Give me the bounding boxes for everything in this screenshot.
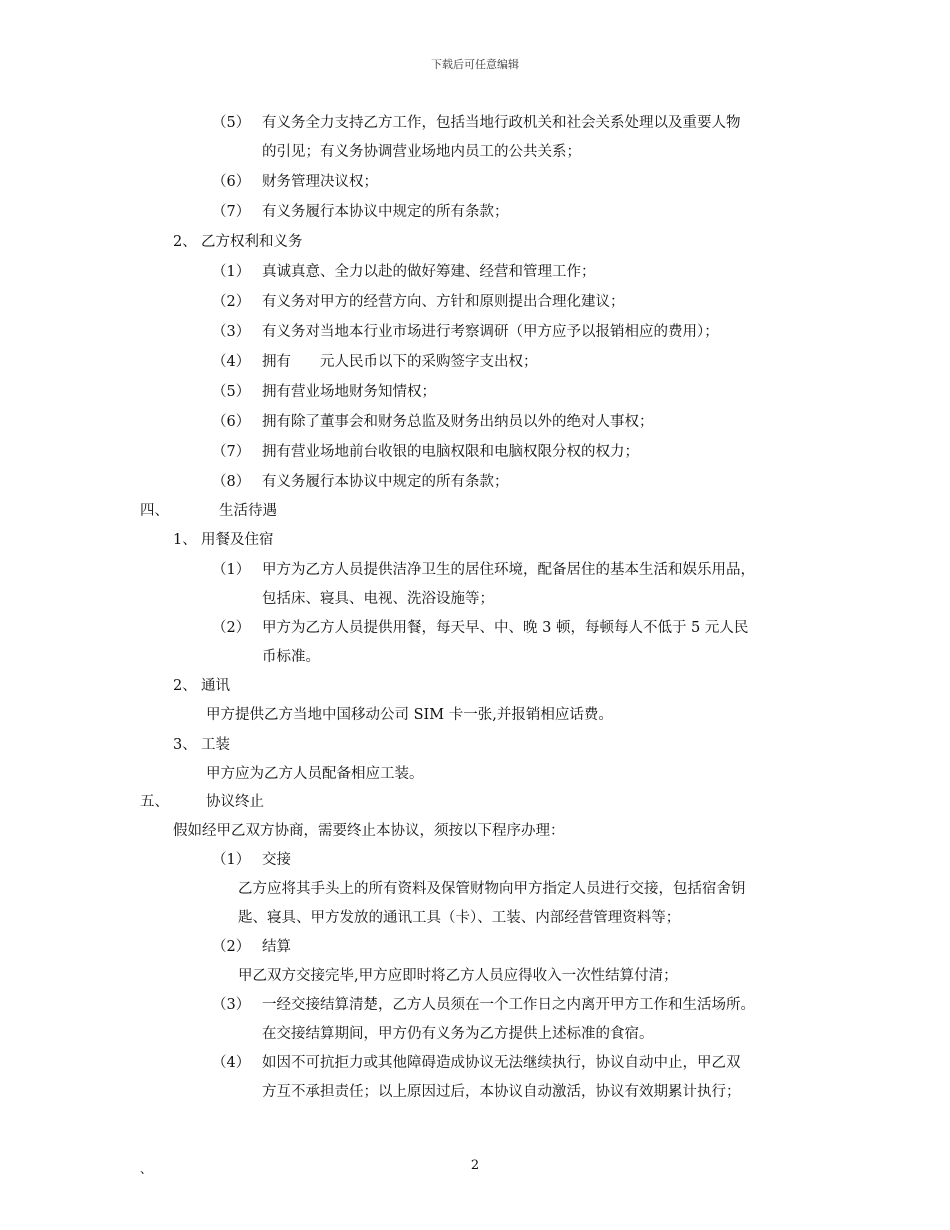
item-text: 匙、寝具、甲方发放的通讯工具（卡）、工装、内部经营管理资料等； (238, 910, 681, 926)
item-text: 结算 (262, 939, 291, 955)
item-number: （3） (212, 324, 251, 340)
item-text: 拥有营业场地前台收银的电脑权限和电脑权限分权的权力； (262, 444, 639, 460)
item-number: （7） (212, 444, 251, 460)
item-text: 拥有 元人民币以下的采购签字支出权； (262, 354, 538, 370)
item-number: （6） (212, 174, 251, 190)
item-text: 有义务全力支持乙方工作，包括当地行政机关和社会关系处理以及重要人物 (262, 115, 741, 131)
item-number: （2） (212, 620, 251, 636)
item-text: 假如经甲乙双方协商，需要终止本协议，须按以下程序办理： (173, 823, 565, 839)
item-number: 四、 (140, 503, 169, 519)
item-text: 甲方为乙方人员提供用餐，每天早、中、晚 3 顿，每顿每人不低于 5 元人民 (262, 620, 749, 636)
item-text: 的引见；有义务协调营业场地内员工的公共关系； (262, 144, 581, 160)
item-text: 有义务履行本协议中规定的所有条款； (262, 474, 509, 490)
item-number: 1、 (173, 532, 197, 548)
item-number: （2） (212, 939, 251, 955)
item-text: 甲方提供乙方当地中国移动公司 SIM 卡一张,并报销相应话费。 (206, 707, 613, 723)
item-text: 乙方权利和义务 (201, 234, 303, 250)
item-number: 五、 (140, 794, 169, 810)
item-text: 协议终止 (206, 794, 264, 810)
item-text: 方互不承担责任；以上原因过后，本协议自动激活，协议有效期累计执行； (262, 1084, 741, 1100)
item-text: 真诚真意、全力以赴的做好筹建、经营和管理工作； (262, 264, 596, 280)
item-text: 甲乙双方交接完毕,甲方应即时将乙方人员应得收入一次性结算付清； (238, 968, 678, 984)
item-number: （5） (212, 115, 251, 131)
item-text: 甲方应为乙方人员配备相应工装。 (206, 766, 424, 782)
item-text: 一经交接结算清楚，乙方人员须在一个工作日之内离开甲方工作和生活场所。 (262, 997, 755, 1013)
item-number: （1） (212, 852, 251, 868)
item-text: 交接 (262, 852, 291, 868)
item-number: （3） (212, 997, 251, 1013)
item-number: （1） (212, 264, 251, 280)
item-text: 用餐及住宿 (201, 532, 274, 548)
item-text: 有义务对甲方的经营方向、方针和原则提出合理化建议； (262, 294, 625, 310)
item-number: （2） (212, 294, 251, 310)
item-number: 2、 (173, 678, 197, 694)
item-text: 甲方为乙方人员提供洁净卫生的居住环境，配备居住的基本生活和娱乐用品， (262, 562, 755, 578)
item-text: 拥有营业场地财务知情权； (262, 384, 436, 400)
item-number: （6） (212, 414, 251, 430)
item-text: 有义务对当地本行业市场进行考察调研（甲方应予以报销相应的费用）； (262, 324, 719, 340)
item-number: （4） (212, 1055, 251, 1071)
item-text: 币标准。 (262, 649, 320, 665)
item-number: （7） (212, 204, 251, 220)
footer-mark: 、 (140, 1162, 153, 1176)
item-number: 2、 (173, 234, 197, 250)
item-text: 通讯 (201, 678, 230, 694)
item-text: 生活待遇 (219, 503, 277, 519)
item-number: （8） (212, 474, 251, 490)
item-text: 财务管理决议权； (262, 174, 378, 190)
page-number: 2 (470, 1158, 480, 1173)
item-number: （5） (212, 384, 251, 400)
item-number: 3、 (173, 737, 197, 753)
item-text: 乙方应将其手头上的所有资料及保管财物向甲方指定人员进行交接，包括宿舍钥 (238, 881, 746, 897)
item-number: （4） (212, 354, 251, 370)
item-text: 工装 (201, 737, 230, 753)
item-text: 包括床、寝具、电视、洗浴设施等； (262, 591, 494, 607)
item-text: 如因不可抗拒力或其他障碍造成协议无法继续执行，协议自动中止，甲乙双 (262, 1055, 741, 1071)
item-text: 拥有除了董事会和财务总监及财务出纳员以外的绝对人事权； (262, 414, 654, 430)
item-number: （1） (212, 562, 251, 578)
page-header: 下载后可任意编辑 (431, 58, 519, 71)
item-text: 在交接结算期间，甲方仍有义务为乙方提供上述标准的食宿。 (262, 1026, 654, 1042)
item-text: 有义务履行本协议中规定的所有条款； (262, 204, 509, 220)
